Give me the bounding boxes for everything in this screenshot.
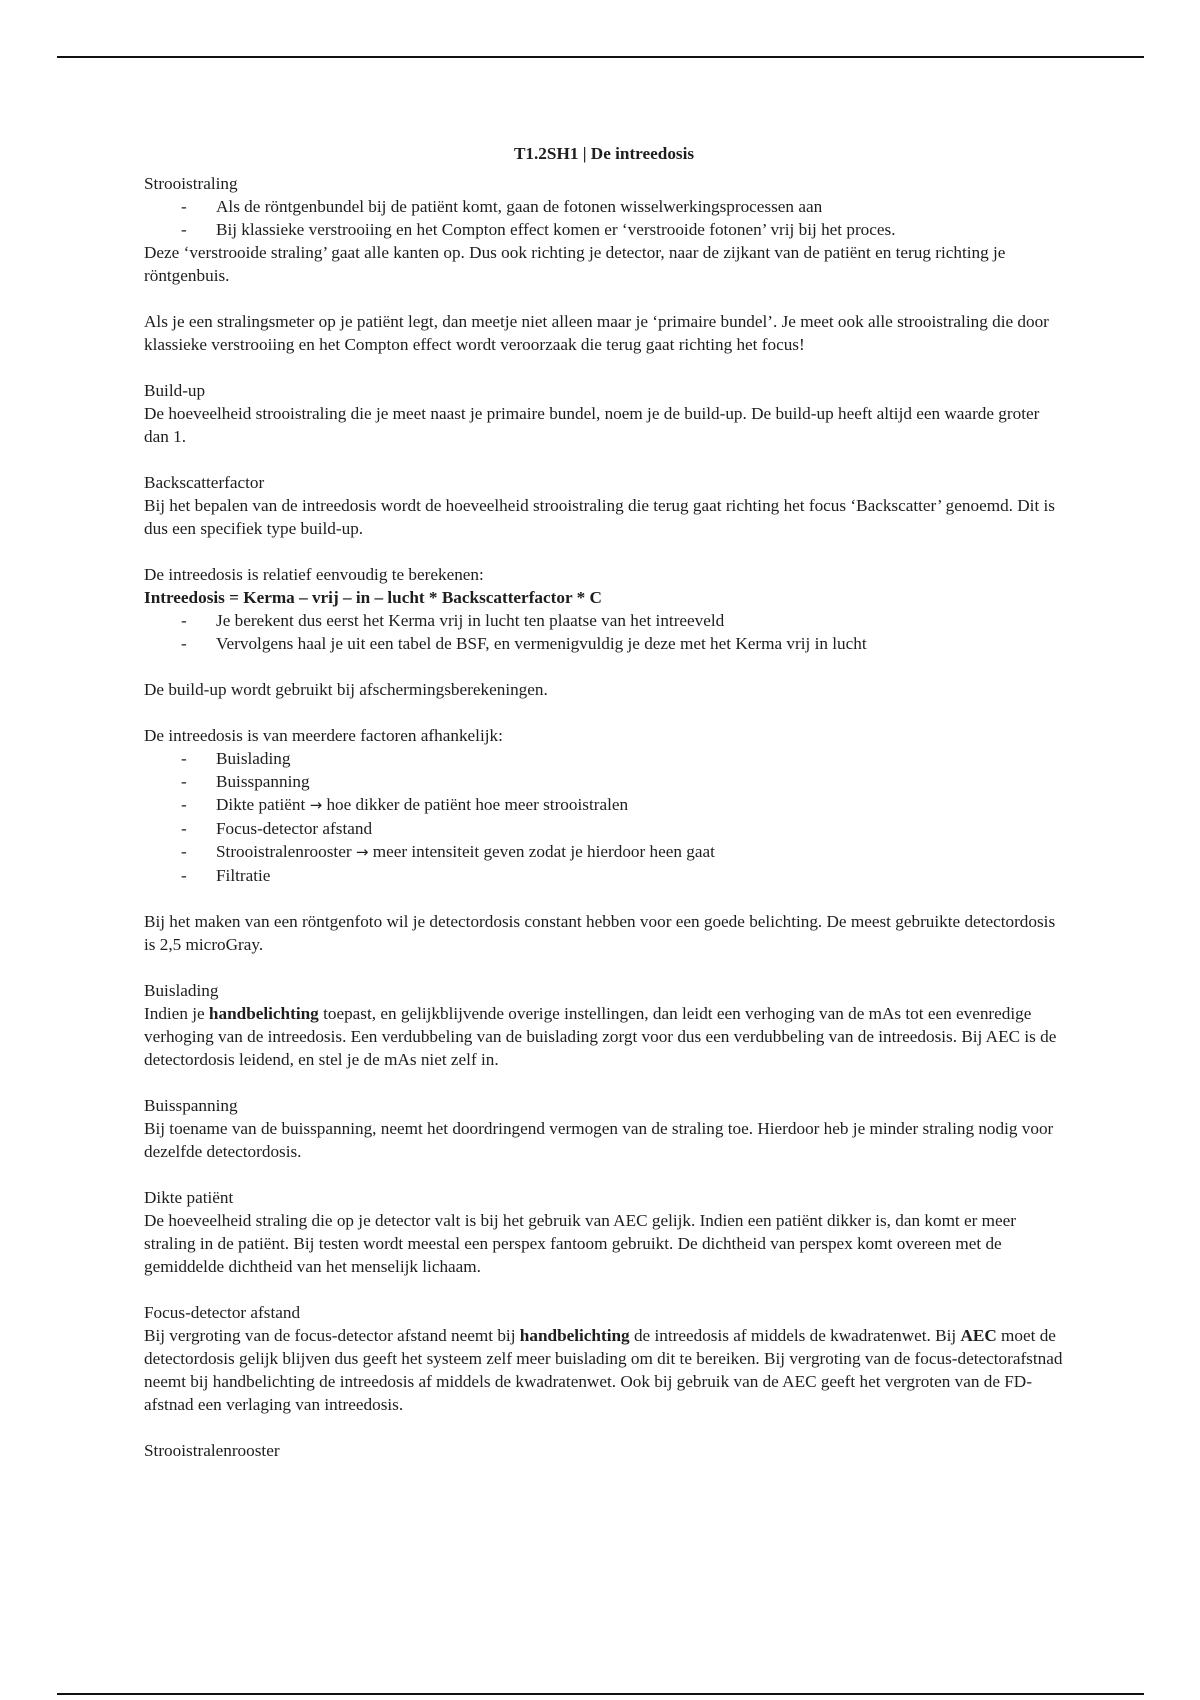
arrow-icon: → [355,843,369,861]
paragraph: Als je een stralingsmeter op je patiënt legt, dan meetje niet alleen maar je ‘primaire bundel’. Je meet ook alle strooistraling die door klassieke verstrooiing en het Compton effect wordt veroorzaak die terug gaat richting het focus! [144,312,1049,354]
paragraph: De intreedosis is van meerdere factoren afhankelijk: [144,726,503,745]
list-item: - Als de röntgenbundel bij de patiënt komt, gaan de fotonen wisselwerkingsprocessen aan [181,197,823,216]
list-item: - Je berekent dus eerst het Kerma vrij in lucht ten plaatse van het intreeveld [181,611,725,630]
list-dash: - [181,772,187,791]
list-dash: - [181,611,187,630]
paragraph: Bij toename van de buisspanning, neemt het doordringend vermogen van de straling toe. Hierdoor heb je minder straling nodig voor dezelfde detectordosis. [144,1119,1054,1161]
list-dash: - [181,220,187,239]
section-heading-buislading: Buislading [144,981,219,1000]
list-item: - Buislading [181,749,291,768]
list-dash: - [181,842,187,861]
paragraph: Bij vergroting van de focus-detector afstand neemt bij handbelichting de intreedosis af middels de kwadratenwet. Bij AEC moet de detectordosis gelijk blijven dus geeft het systeem zelf meer buislading om dit te bereiken. Bij vergroting van de focus-detectorafstnad neemt bij handbelichting de intreedosis af middels de kwadratenwet. Ook bij gebruik van de AEC geeft het vergroten van de FD-afstnad een verlaging van intreedosis. [144,1326,1063,1414]
list-dash: - [181,634,187,653]
factors-list [144,747,1064,887]
section-heading-strooistralenrooster: Strooistralenrooster [144,1441,280,1460]
section-heading-focus: Focus-detector afstand [144,1303,301,1322]
strooistraling-list [144,195,1064,241]
paragraph: Bij het maken van een röntgenfoto wil je detectordosis constant hebben voor een goede belichting. De meest gebruikte detectordosis is 2,5 microGray. [144,912,1056,954]
list-dash: - [181,795,187,814]
list-item: - Dikte patiënt → hoe dikker de patiënt hoe meer strooistralen [181,795,629,814]
footer-rule [57,1693,1144,1695]
list-item: - Strooistralenrooster → meer intensiteit geven zodat je hierdoor heen gaat [181,842,715,861]
section-heading-dikte: Dikte patiënt [144,1188,234,1207]
document-title: T1.2SH1 | De intreedosis [513,144,695,163]
list-item: - Filtratie [181,866,271,885]
list-item: - Bij klassieke verstrooiing en het Compton effect komen er ‘verstrooide fotonen’ vrij bij het proces. [181,220,896,239]
section-heading-backscatter: Backscatterfactor [144,473,265,492]
paragraph: Bij het bepalen van de intreedosis wordt de hoeveelheid strooistraling die terug gaat richting het focus ‘Backscatter’ genoemd. Dit is dus een specifiek type build-up. [144,496,1055,538]
list-item: - Focus-detector afstand [181,819,373,838]
list-dash: - [181,197,187,216]
header-rule [57,56,1144,58]
paragraph: Indien je handbelichting toepast, en gelijkblijvende overige instellingen, dan leidt een verhoging van de mAs tot een evenredige verhoging van de intreedosis. Een verdubbeling van de buislading zorgt voor dus een verdubbeling van de intreedosis. Bij AEC is de detectordosis leidend, en stel je de mAs niet zelf in. [144,1004,1057,1069]
paragraph: Deze ‘verstrooide straling’ gaat alle kanten op. Dus ook richting je detector, naar de zijkant van de patiënt en terug richting je röntgenbuis. [144,243,1006,285]
paragraph: De intreedosis is relatief eenvoudig te berekenen: [144,565,484,584]
section-heading-buildup: Build-up [144,381,206,400]
section-heading-buisspanning: Buisspanning [144,1096,238,1115]
section-heading-strooistraling: Strooistraling [144,174,238,193]
list-item: - Vervolgens haal je uit een tabel de BSF, en vermenigvuldig je deze met het Kerma vrij in lucht [181,634,867,653]
list-dash: - [181,819,187,838]
calc-list [144,609,1064,655]
paragraph: De hoeveelheid straling die op je detector valt is bij het gebruik van AEC gelijk. Indien een patiënt dikker is, dan komt er meer straling in de patiënt. Bij testen wordt meestal een perspex fantoom gebruikt. De dichtheid van perspex komt overeen met de gemiddelde dichtheid van het menselijk lichaam. [144,1211,1017,1276]
formula: Intreedosis = Kerma – vrij – in – lucht * Backscatterfactor * C [144,588,602,607]
list-item: - Buisspanning [181,772,310,791]
paragraph: De build-up wordt gebruikt bij afschermingsberekeningen. [144,680,548,699]
document-body [144,142,1064,1462]
list-dash: - [181,866,187,885]
paragraph: De hoeveelheid strooistraling die je meet naast je primaire bundel, noem je de build-up. De build-up heeft altijd een waarde groter dan 1. [144,404,1040,446]
list-dash: - [181,749,187,768]
arrow-icon: → [309,796,323,814]
